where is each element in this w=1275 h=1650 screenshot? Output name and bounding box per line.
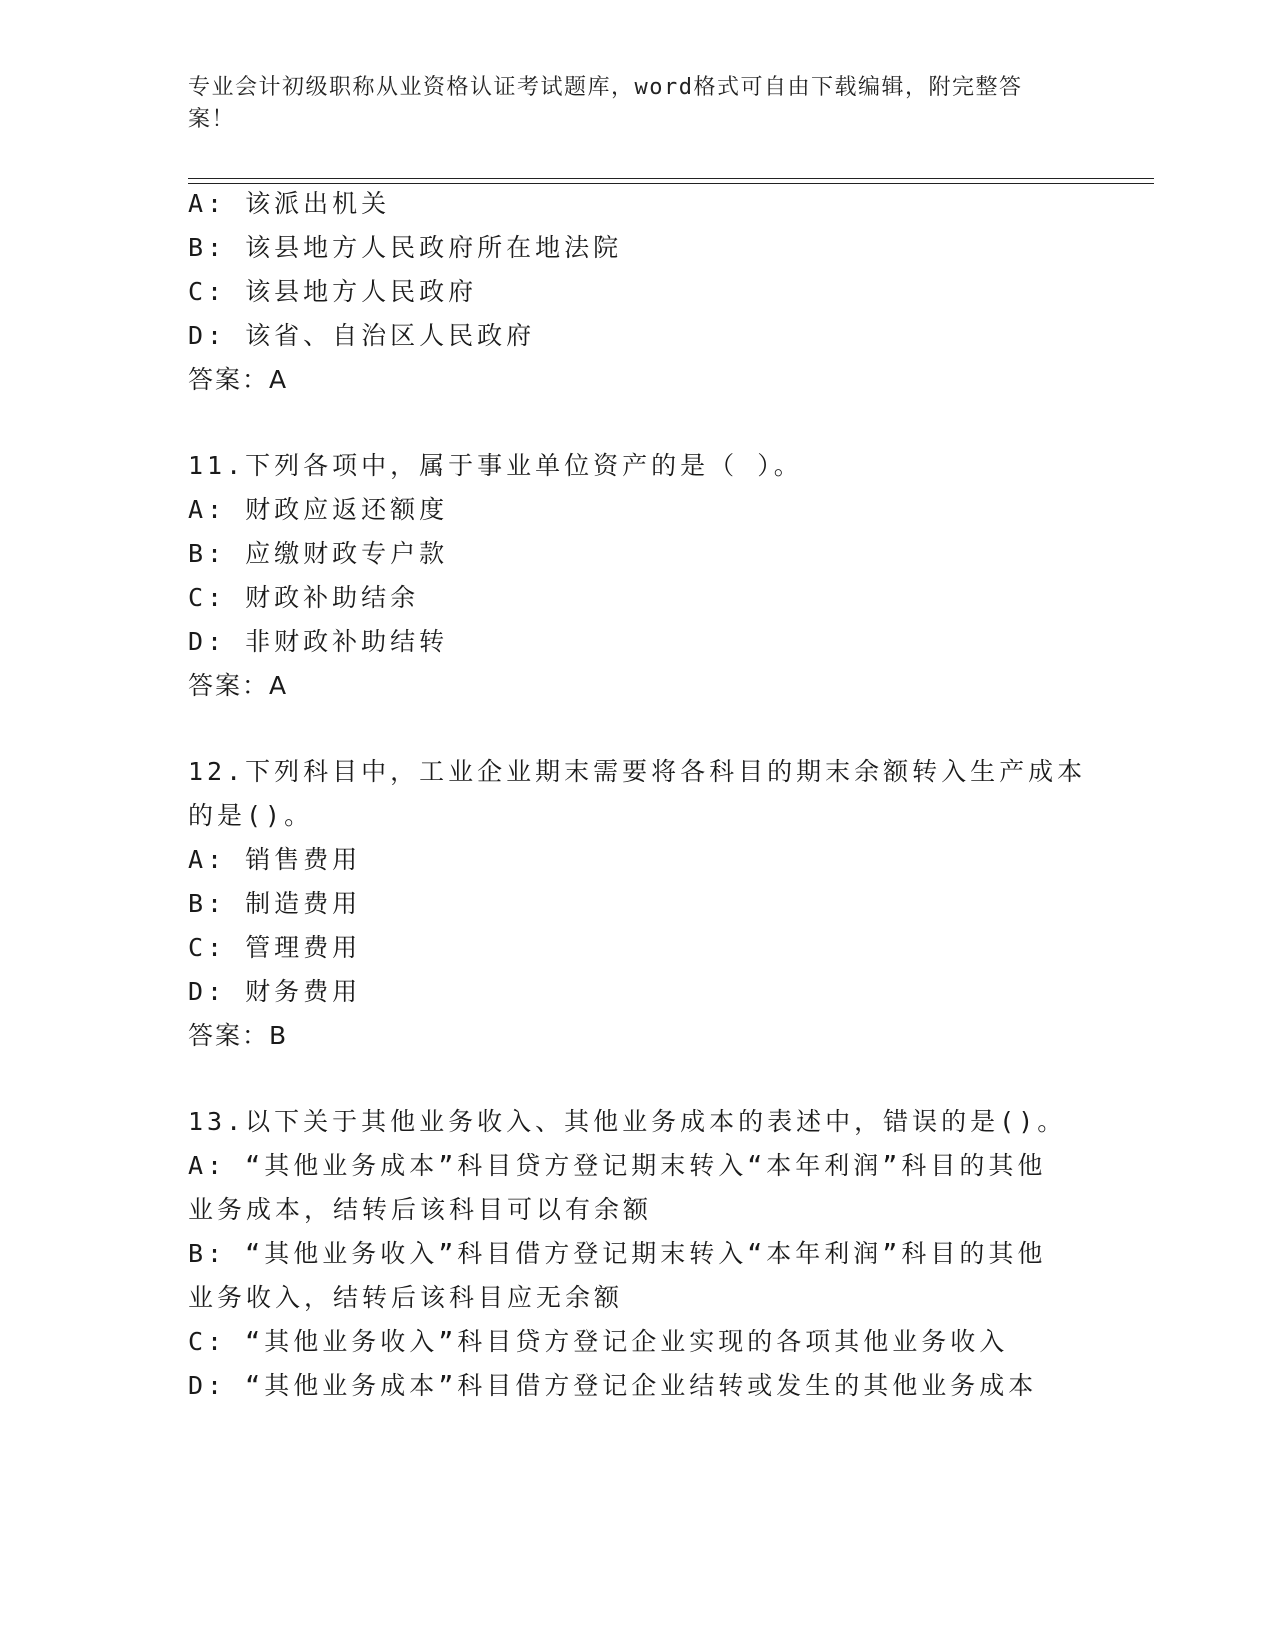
q12-stem-line-1: 12.下列科目中，工业企业期末需要将各科目的期末余额转入生产成本 [188,757,1087,786]
q11-answer: 答案：A [188,671,289,700]
q12-answer: 答案：B [188,1021,289,1050]
q10-option-d: D: 该省、自治区人民政府 [188,321,536,350]
q13-option-d: D: “其他业务成本”科目借方登记企业结转或发生的其他业务成本 [188,1371,1038,1400]
q12-option-c: C: 管理费用 [188,933,362,962]
q11-stem: 11.下列各项中，属于事业单位资产的是（ ）。 [188,451,803,480]
q13-option-a-line-1: A: “其他业务成本”科目贷方登记期末转入“本年利润”科目的其他 [188,1151,1047,1180]
q10-answer: 答案：A [188,365,289,394]
q13-stem: 13.以下关于其他业务收入、其他业务成本的表述中，错误的是()。 [188,1107,1067,1136]
q11-option-d: D: 非财政补助结转 [188,627,449,656]
q10-option-b: B: 该县地方人民政府所在地法院 [188,233,623,262]
q13-option-b-line-2: 业务收入，结转后该科目应无余额 [188,1283,624,1312]
header-note-line-1: 专业会计初级职称从业资格认证考试题库，word格式可自由下载编辑，附完整答 [188,75,1023,100]
q10-option-a: A: 该派出机关 [188,189,391,218]
q11-option-c: C: 财政补助结余 [188,583,420,612]
q12-stem-line-2: 的是()。 [188,801,314,830]
header-rule-top [188,178,1154,179]
q12-option-d: D: 财务费用 [188,977,362,1006]
q10-option-c: C: 该县地方人民政府 [188,277,478,306]
q12-option-b: B: 制造费用 [188,889,362,918]
header-note-line-2: 案！ [188,107,236,132]
q13-option-b-line-1: B: “其他业务收入”科目借方登记期末转入“本年利润”科目的其他 [188,1239,1047,1268]
header-rule-bottom [188,183,1154,184]
q11-option-a: A: 财政应返还额度 [188,495,449,524]
header-note [188,72,1068,136]
q13-option-c: C: “其他业务收入”科目贷方登记企业实现的各项其他业务收入 [188,1327,1009,1356]
q13-option-a-line-2: 业务成本，结转后该科目可以有余额 [188,1195,653,1224]
q12-option-a: A: 销售费用 [188,845,362,874]
q11-option-b: B: 应缴财政专户款 [188,539,449,568]
